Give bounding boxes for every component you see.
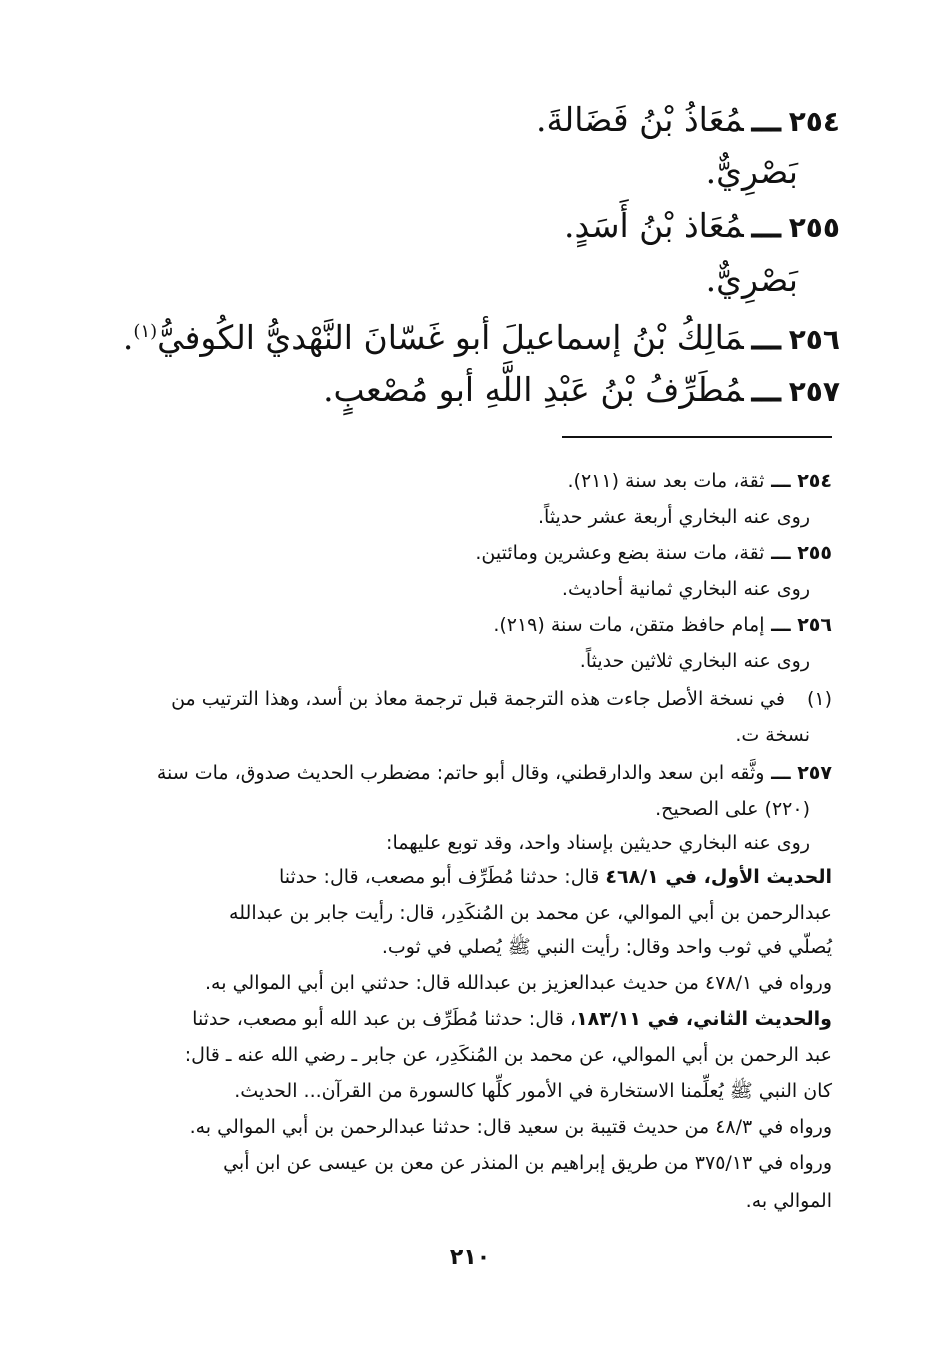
footnote-text: ثقة، مات سنة بضع وعشرين ومائتين. xyxy=(475,542,765,564)
entry-254 xyxy=(80,96,840,146)
entry-dash: ـــ xyxy=(751,206,781,245)
footnote-255-line1: ٢٥٥ ـــ ثقة، مات سنة بضع وعشرين ومائتين. xyxy=(475,542,832,564)
entry-255-origin: بَصْرِيٌّ. xyxy=(705,260,798,299)
footnote-257-line12: ورواه في ٣٧٥/١٣ من طريق إبراهيم بن المنذر عن معن بن عيسى عن ابن أبي xyxy=(223,1152,832,1174)
footnote-257-line2: (٢٢٠) على الصحيح. xyxy=(655,798,810,820)
footnote-257-line11: ورواه في ٤٨/٣ من حديث قتيبة بن سعيد قال: حدثنا عبدالرحمن بن أبي الموالي به. xyxy=(189,1116,832,1138)
footnote-257-line9: عبد الرحمن بن أبي الموالي، عن محمد بن المُنكَدِر، عن جابر ـ رضي الله عنه ـ قال: xyxy=(184,1044,832,1066)
footnote-257-line8 xyxy=(102,1002,832,1036)
footnote-257-line5: عبدالرحمن بن أبي الموالي، عن محمد بن المُنكَدِر، قال: رأيت جابر بن عبدالله xyxy=(229,902,832,924)
entry-255 xyxy=(80,202,840,252)
entry-name: مُطَرِّفُ بْنُ عَبْدِ اللَّهِ أبو مُصْعبٍ. xyxy=(323,370,744,409)
footnote-254-line1: ٢٥٤ ـــ ثقة، مات بعد سنة (٢١١). xyxy=(567,470,832,492)
footnote-257-line1: ٢٥٧ ـــ وثَّقه ابن سعد والدارقطني، وقال أبو حاتم: مضطرب الحديث صدوق، مات سنة xyxy=(156,762,832,784)
entry-256 xyxy=(80,308,840,364)
footnote-number: ٢٥٦ xyxy=(797,614,832,636)
footnote-257-line7: ورواه في ٤٧٨/١ من حديث عبدالعزيز بن عبدالله قال: حدثني ابن أبي الموالي به. xyxy=(205,972,832,994)
footnote-257-line3: روى عنه البخاري حديثين بإسناد واحد، وقد توبع عليهما: xyxy=(386,832,810,854)
footnote-254-line2: روى عنه البخاري أربعة عشر حديثاً. xyxy=(537,506,810,528)
footnote-text: في نسخة الأصل جاءت هذه الترجمة قبل ترجمة معاذ بن أسد، وهذا الترتيب من xyxy=(171,688,785,710)
footnote-ref: (١) xyxy=(133,321,158,342)
footnote-256-line2: روى عنه البخاري ثلاثين حديثاً. xyxy=(579,650,810,672)
footnote-number: ٢٥٤ xyxy=(797,470,832,492)
entry-number: ٢٥٦ xyxy=(788,323,840,356)
footnote-marker: (١) xyxy=(806,688,832,710)
entry-254-origin: بَصْرِيٌّ. xyxy=(705,152,798,191)
entry-end: . xyxy=(122,318,134,357)
footnote-255-line2: روى عنه البخاري ثمانية أحاديث. xyxy=(561,578,810,600)
entry-number: ٢٥٤ xyxy=(788,105,840,138)
entry-number: ٢٥٧ xyxy=(788,375,840,408)
page-number: ٢١٠ xyxy=(449,1245,491,1270)
footnote-text: ، قال: حدثنا مُطَرِّف بن عبد الله أبو مصعب، حدثنا xyxy=(192,1008,577,1030)
entry-name: مُعَاذ بْنُ أَسَدٍ. xyxy=(564,206,744,245)
footnote-number: ٢٥٥ xyxy=(797,542,832,564)
footnote-257-line6: يُصلّي في ثوب واحد وقال: رأيت النبي ﷺ يُصلي في ثوب. xyxy=(381,936,832,958)
footnote-257-line10: كان النبي ﷺ يُعلِّمنا الاستخارة في الأمور كلِّها كالسورة من القرآن... الحديث. xyxy=(234,1080,832,1102)
footnote-note1-line2: نسخة ت. xyxy=(735,724,810,746)
entry-name: مُعَاذُ بْنُ فَضَالةَ. xyxy=(535,100,744,139)
hadith-heading: الحديث الأول، في ٤٦٨/١ xyxy=(605,866,832,888)
entry-257 xyxy=(80,366,840,416)
footnote-257-line13: الموالي به. xyxy=(745,1190,832,1212)
entry-dash: ـــ xyxy=(751,318,781,357)
footnote-note1-line1 xyxy=(102,682,832,716)
footnote-number: ٢٥٧ xyxy=(797,762,832,784)
hadith-heading: والحديث الثاني، في ١٨٣/١١ xyxy=(576,1008,832,1030)
footnote-text: إمام حافظ متقن، مات سنة (٢١٩). xyxy=(493,614,765,636)
entry-dash: ـــ xyxy=(751,370,781,409)
footnote-257-line4 xyxy=(102,860,832,894)
footnote-separator xyxy=(562,436,832,438)
entry-dash: ـــ xyxy=(751,100,781,139)
footnote-text: ثقة، مات بعد سنة (٢١١). xyxy=(567,470,765,492)
footnote-256-line1: ٢٥٦ ـــ إمام حافظ متقن، مات سنة (٢١٩). xyxy=(493,614,832,636)
footnote-text: قال: حدثنا مُطَرِّف أبو مصعب، قال: حدثنا xyxy=(278,866,606,888)
entry-name: مَالِكُ بْنُ إسماعيلَ أبو غَسّانَ النَّهْديُّ الكُوفيُّ xyxy=(157,318,744,357)
entry-number: ٢٥٥ xyxy=(788,211,840,244)
footnote-text: وثَّقه ابن سعد والدارقطني، وقال أبو حاتم: مضطرب الحديث صدوق، مات سنة xyxy=(156,762,765,784)
